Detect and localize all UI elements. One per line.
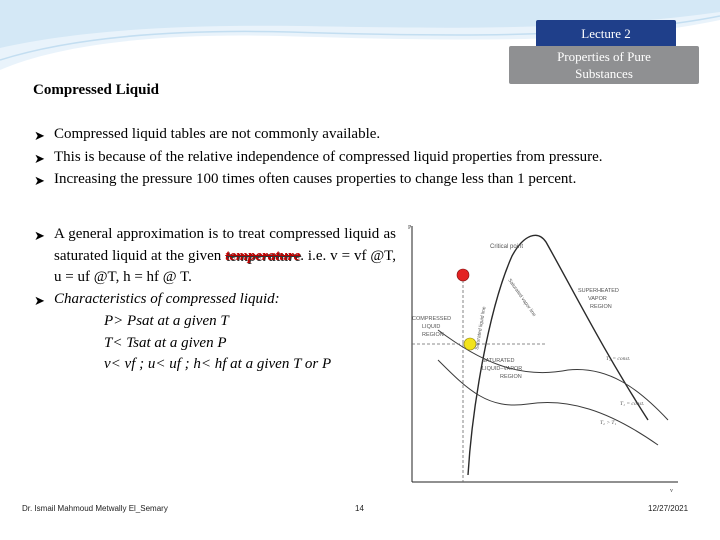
superheated-label-3: REGION [590, 304, 612, 310]
approximation-list [34, 224, 396, 376]
bullet-text: Compressed liquid tables are not commonly available. [54, 126, 381, 142]
saturated-region-label-3: REGION [500, 374, 522, 380]
topic-line-1: Properties of Pure [557, 49, 651, 64]
red-state-point [457, 269, 469, 281]
compressed-label-2: LIQUID [422, 324, 441, 330]
struck-word: temperature [225, 247, 301, 264]
saturated-vapor-line-label: Saturated vapor line [506, 277, 537, 318]
topic-line-2: Substances [575, 66, 633, 81]
bullet-text: This is because of the relative independence of compressed liquid properties from pressure. [54, 148, 603, 165]
arrow-bullet-icon: ➤ [34, 292, 45, 308]
topic-label [509, 46, 699, 84]
characteristics-heading: Characteristics of compressed liquid: [54, 290, 280, 307]
saturated-region-label-1: SATURATED [482, 358, 515, 364]
bullet-text: Increasing the pressure 100 times often causes properties to change less than 1 percent. [54, 171, 577, 187]
footer-author: Dr. Ismail Mahmoud Metwally El_Semary [22, 504, 168, 513]
compressed-label-1: COMPRESSED [412, 316, 452, 322]
v-axis-label: v [670, 488, 673, 494]
t2-label: T₂ = const. [606, 356, 631, 362]
p-axis-label: P [408, 225, 412, 231]
arrow-bullet-icon: ➤ [34, 128, 45, 143]
bullet-item [34, 147, 690, 170]
saturated-liquid-line-label: Saturated liquid line [474, 306, 488, 351]
characteristic-line: v< vf ; u< uf ; h< hf at a given T or P [104, 356, 332, 372]
approx-text-b: . i.e. v = vf @T, u = uf @T, h = hf @ T. [54, 247, 396, 285]
bullet-item [34, 124, 690, 147]
approx-text-a: A general approximation is to treat compressed liquid as saturated liquid at the given [54, 226, 396, 264]
characteristic-line: P> Psat at a given T [104, 313, 229, 329]
lecture-label: Lecture 2 [536, 20, 676, 48]
superheated-label-1: SUPERHEATED [578, 288, 619, 294]
compressed-label-3: REGION [422, 332, 444, 338]
arrow-bullet-icon: ➤ [34, 150, 45, 166]
footer-page-number: 14 [355, 504, 364, 513]
bullet-item [34, 289, 396, 312]
bullet-list [34, 124, 690, 192]
pv-diagram [408, 220, 690, 495]
superheated-label-2: VAPOR [588, 296, 607, 302]
bullet-text [54, 224, 396, 289]
slide-title: Compressed Liquid [33, 82, 160, 98]
bullet-item [34, 169, 690, 192]
footer-date: 12/27/2021 [648, 504, 689, 513]
arrow-bullet-icon: ➤ [34, 173, 45, 188]
saturated-region-label-2: LIQUID–VAPOR [482, 366, 523, 372]
bullet-item [34, 224, 396, 289]
t1-label: T₁ = const. [620, 401, 645, 407]
t-order-label: T₂ > T₁ [600, 420, 617, 426]
critical-point-label: Critical point [490, 244, 524, 250]
characteristic-line: T< Tsat at a given P [104, 334, 227, 351]
arrow-bullet-icon: ➤ [34, 228, 45, 243]
